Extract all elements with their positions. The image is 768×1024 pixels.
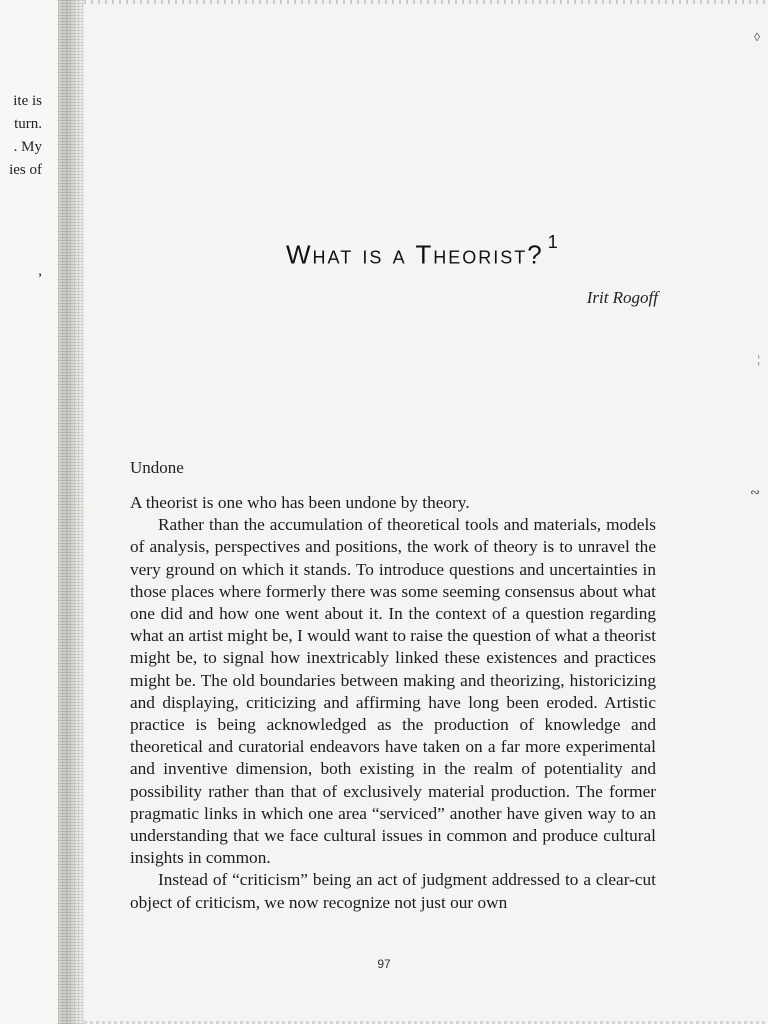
facing-page-fragment: . My xyxy=(13,139,42,155)
section-heading: Undone xyxy=(130,458,184,477)
facing-page-edge xyxy=(0,0,58,1024)
author-name: Irit Rogoff xyxy=(586,288,658,307)
chapter-title-text: What is a Theorist? xyxy=(286,239,544,270)
scan-speck: ¦ xyxy=(757,352,760,366)
book-gutter xyxy=(58,0,84,1024)
paragraph: A theorist is one who has been undone by theory. xyxy=(130,493,470,512)
chapter-title xyxy=(286,232,560,271)
page-top-edge xyxy=(84,0,768,4)
page-number: 97 xyxy=(377,957,391,971)
scan-speck: ∾ xyxy=(749,485,760,499)
facing-page-fragment: , xyxy=(38,263,42,279)
scan-speck: ◊ xyxy=(754,30,760,44)
paragraph: Instead of “criticism” being an act of judgment addressed to a clear-cut object of criticism, we now recognize not just our own xyxy=(130,870,656,912)
facing-page-fragment: ite is xyxy=(13,93,42,109)
paragraph: Rather than the accumulation of theoretical tools and materials, models of analysis, perspectives and positions, the work of theory is to unravel the very ground on which it stands. To introduce questions and uncertainties in those places where formerly there was some seeming consensus about what one did and how one went about it. In the context of a question regarding what an artist might be, I would want to raise the question of what a theorist might be, to signal how inextricably linked these existences and practices might be. The old boundaries between making and theorizing, historicizing and displaying, criticizing and affirming have long been eroded. Artistic practice is being acknowledged as the production of knowledge and theoretical and curatorial endeavors have taken on a far more experimental and inventive dimension, both existing in the realm of potentiality and possibility rather than that of exclusively material production. The former pragmatic links in which one area “serviced” another have given way to an understanding that we face cultural issues in common and produce cultural insights in common. xyxy=(130,515,656,868)
footnote-marker: 1 xyxy=(547,232,560,252)
facing-page-fragment: ies of xyxy=(9,162,42,178)
body-text xyxy=(130,492,656,914)
facing-page-fragment: turn. xyxy=(14,116,42,132)
